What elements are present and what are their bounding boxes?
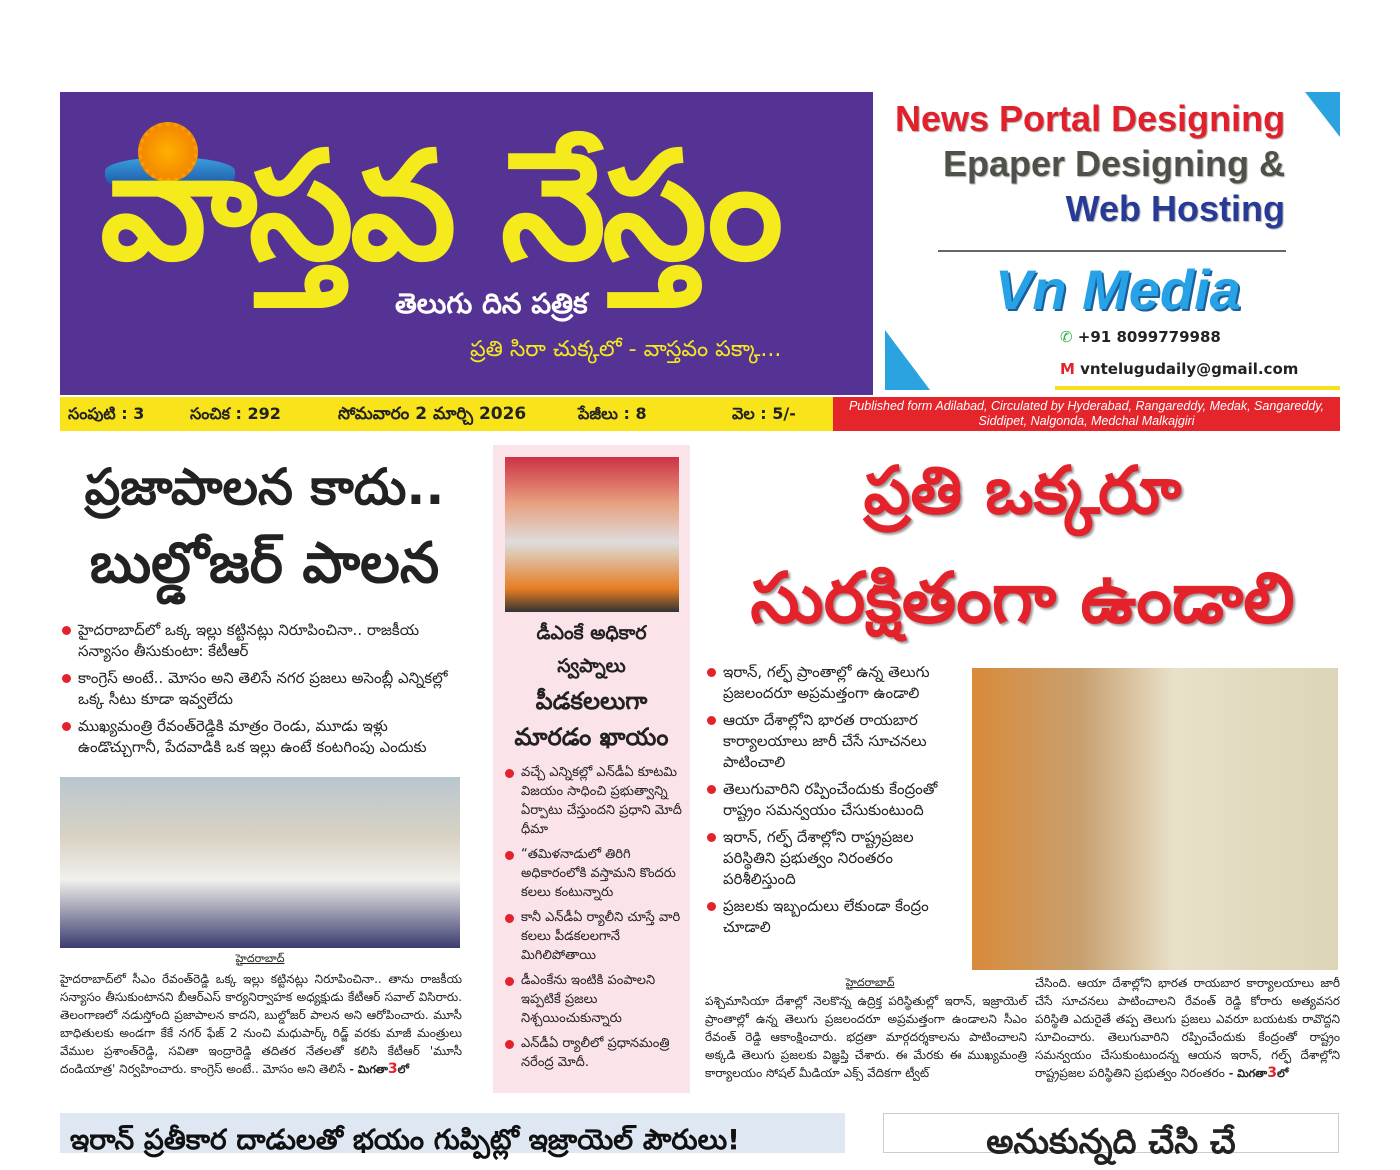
list-item: ముఖ్యమంత్రి రేవంత్‌రెడ్డికి మాత్రం రెండు, మూడు ఇళ్లు ఉండొచ్చుగానీ, పేదవాడికి ఒక ఇల్లు ఉంటే కంటగింపు ఎందుకు — [60, 716, 470, 758]
left-bullets — [60, 620, 470, 764]
list-item: ఎన్‌డీఏ ర్యాలీలో ప్రధానమంత్రి నరేంద్ర మోదీ. — [503, 1034, 685, 1072]
list-item: కానీ ఎన్‌డీఏ ర్యాలీని చూస్తే వారి కలలు పీడకలలగానే మిగిలిపోతాయి — [503, 908, 685, 965]
main-headline-1[interactable]: ప్రతి ఒక్కరూ — [863, 452, 1182, 529]
list-item: డీఎంకేను ఇంటికి పంపాలని ఇప్పటికే ప్రజలు నిశ్చయించుకున్నారు — [503, 971, 685, 1028]
corner-decoration — [885, 330, 930, 390]
phone-text: +91 8099779988 — [1077, 328, 1221, 346]
newspaper-subtitle: తెలుగు దిన పత్రిక — [395, 287, 588, 320]
ad-phone — [1060, 328, 1330, 346]
dateline: హైదరాబాద్ — [845, 976, 895, 989]
middle-headline-4[interactable]: మారడం ఖాయం — [514, 723, 669, 751]
ad-line-1: News Portal Designing — [895, 98, 1286, 139]
continued-link[interactable]: - మిగతా3లో — [349, 1061, 409, 1077]
main-headline-2[interactable]: సురక్షితంగా ఉండాలి — [750, 557, 1295, 639]
email-text: vntelugudaily@gmail.com — [1080, 360, 1299, 378]
advertisement[interactable] — [885, 92, 1340, 390]
whatsapp-icon: ✆ — [1060, 328, 1078, 346]
revanth-reddy-photo[interactable] — [972, 668, 1338, 970]
list-item: కాంగ్రెస్ అంటే.. మోసం అని తెలిసే నగర ప్రజలు అసెంబ్లీ ఎన్నికల్లో ఒక్క సీటు కూడా ఇవ్వలేదు — [60, 668, 470, 710]
body-text: హైదరాబాద్‌లో సీఎం రేవంత్‌రెడ్డి ఒక్క ఇల్లు కట్టినట్లు నిరూపించినా.. తాను రాజకీయ సన్యాసం తీసుకుంటానని బీఆర్ఎస్ కార్యనిర్వాహక అధ్యక్షుడు కేటీఆర్ సవాల్ విసిరారు. తెలంగాణలో నడుస్తోంది ప్రజాపాలన కాదని, బుల్డోజర్ పాలన అని ఆరోపించారు. మూసీ బాధితులకు అండగా కేకే నగర్ ఫేజ్ 2 నుంచి మధుపార్క్ రిడ్జ్ వరకు మాజీ మంత్రులు వేముల ప్రశాంత్‌రెడ్డి, సవితా ఇంద్రారెడ్డి తదితర నేతలతో కలిసి కేటీఆర్ 'మూసీ దండియాత్ర' నిర్వహించారు. కాంగ్రెస్ అంటే.. మోసం అని తెలిసే — [60, 972, 462, 1076]
date: సోమవారం 2 మార్చి 2026 — [338, 404, 527, 424]
middle-headline-3[interactable]: పీడకలలుగా — [535, 687, 648, 715]
bottom-headline-left[interactable]: ఇరాన్ ప్రతీకార దాడులతో భయం గుప్పిట్లో ఇజ్రాయెల్ పౌరులు! — [70, 1123, 740, 1156]
left-headline-2[interactable]: బుల్డోజర్ పాలన — [89, 531, 440, 596]
list-item: “తమిళనాడులో తిరిగి అధికారంలోకి వస్తామని కొందరు కలలు కంటున్నారు — [503, 845, 685, 902]
ktr-rally-photo[interactable] — [60, 777, 460, 948]
middle-bullets — [503, 763, 685, 1078]
body-text: చేసింది. ఆయా దేశాల్లోని భారత రాయబార కార్యాలయాలు జారీ చేసే సూచనలు పాటించాలని రేవంత్ రెడ్డి కోరారు అత్యవసర పరిస్థితి ఎదురైతే తప్ప తెలుగు ప్రజలు ఎవరూ బయటకు రావొద్దని సూచించారు. తెలుగువారిని రప్పించేందుకు కేంద్రంతో రాష్ట్రం సమన్వయం చేసుకుంటుందన్న ఆయన ఇరాన్, గల్ఫ్ దేశాల్లోని రాష్ట్రప్రజల పరిస్థితిని ప్రభుత్వం నిరంతరం — [1035, 976, 1340, 1080]
list-item: తెలుగువారిని రప్పించేందుకు కేంద్రంతో రాష్ట్రం సమన్వయం చేసుకుంటుంది — [705, 779, 963, 821]
ad-line-2: Epaper Designing & — [942, 143, 1285, 184]
corner-decoration — [1305, 92, 1340, 137]
newspaper-title: వాస్తవ నేస్తం — [100, 120, 780, 294]
pages: పేజీలు : 8 — [578, 404, 647, 423]
masthead — [60, 92, 873, 395]
bottom-headline-right[interactable]: అనుకున్నది చేసి చే — [986, 1122, 1236, 1162]
divider — [1055, 386, 1340, 390]
modi-photo[interactable] — [505, 457, 679, 612]
volume: సంపుటి : 3 — [68, 404, 145, 423]
price: వెల : 5/- — [732, 404, 796, 423]
list-item: వచ్చే ఎన్నికల్లో ఎన్‌డీఏ కూటమి విజయం సాధించి ప్రభుత్వాన్ని ఏర్పాటు చేస్తుందని ప్రధాని మోదీ ధీమా — [503, 763, 685, 839]
divider — [938, 250, 1286, 252]
ad-line-3: Web Hosting — [1065, 188, 1285, 229]
right-article-body-col2 — [1035, 974, 1340, 1083]
middle-headline-1[interactable]: డీఎంకే అధికార — [536, 622, 647, 644]
list-item: హైదరాబాద్‌లో ఒక్క ఇల్లు కట్టినట్లు నిరూపించినా.. రాజకీయ సన్యాసం తీసుకుంటా: కేటీఆర్ — [60, 620, 470, 662]
bottom-story-right — [883, 1113, 1339, 1162]
right-article-body-col1: పశ్చిమాసియా దేశాల్లో నెలకొన్న ఉద్రిక్త పరిస్థితుల్లో ఇరాన్, ఇజ్రాయెల్ ప్రాంతాల్లో ఉన్న తెలుగు ప్రజలందరూ అప్రమత్తంగా ఉండాలని సీఎం రేవంత్ రెడ్డి ఆకాంక్షించారు. భద్రతా మార్గదర్శకాలను పాటించాలని అక్కడి తెలుగు ప్రజలకు విజ్ఞప్తి చేశారు. ఈ మేరకు ఈ ముఖ్యమంత్రి కార్యాలయం సోషల్ మీడియా ఎక్స్ వేదికగా ట్వీట్ — [705, 994, 1027, 1080]
ad-email — [1060, 360, 1330, 378]
tagline: ప్రతి సిరా చుక్కలో - వాస్తవం పక్కా... — [470, 337, 782, 362]
gmail-icon: M — [1060, 360, 1081, 378]
bottom-story-left — [60, 1113, 845, 1156]
list-item: ఇరాన్, గల్ఫ్ దేశాల్లోని రాష్ట్రప్రజల పరిస్థితిని ప్రభుత్వం నిరంతరం పరిశీలిస్తుంది — [705, 827, 963, 890]
publication-info: Published form Adilabad, Circulated by Hyderabad, Rangareddy, Medak, Sangareddy, Siddipet, Nalgonda, Medchal Malkajgiri — [833, 397, 1340, 431]
ad-brand: Vn Media — [995, 258, 1241, 321]
list-item: ఇరాన్, గల్ఫ్ ప్రాంతాల్లో ఉన్న తెలుగు ప్రజలందరూ అప్రమత్తంగా ఉండాలి — [705, 662, 963, 704]
list-item: ప్రజలకు ఇబ్బందులు లేకుండా కేంద్రం చూడాలి — [705, 896, 963, 938]
continued-link[interactable]: - మిగతా3లో — [1228, 1065, 1289, 1081]
issue: సంచిక : 292 — [190, 404, 281, 423]
right-bullets — [705, 662, 963, 944]
middle-story-box — [493, 445, 690, 1093]
middle-headline-2[interactable]: స్వప్నాలు — [557, 655, 626, 677]
dateline: హైదరాబాద్ — [235, 952, 285, 965]
left-headline-1[interactable]: ప్రజాపాలన కాదు.. — [84, 458, 445, 516]
left-article-body — [60, 970, 462, 1079]
list-item: ఆయా దేశాల్లోని భారత రాయబార కార్యాలయాలు జారీ చేసే సూచనలు పాటించాలి — [705, 710, 963, 773]
info-strip — [60, 397, 833, 431]
